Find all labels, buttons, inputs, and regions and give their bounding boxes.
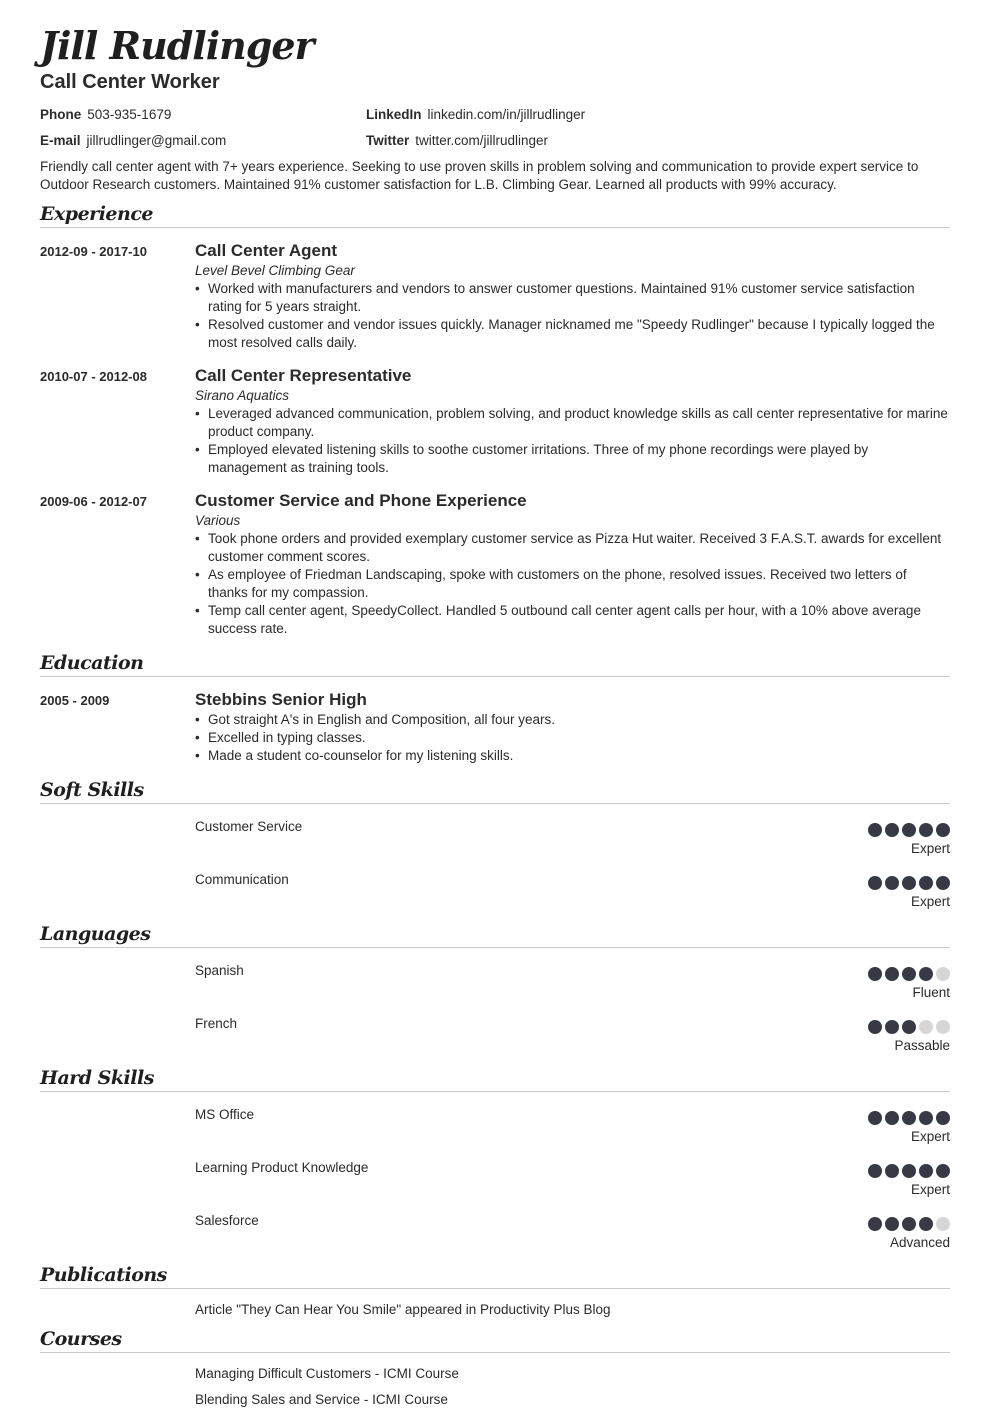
- soft-skills-item: [195, 869, 950, 911]
- soft-skills-item: [195, 816, 950, 858]
- rating-dot-filled: [902, 823, 916, 837]
- contact-label: Phone: [40, 107, 82, 122]
- rating-dots: [868, 1217, 950, 1231]
- resume-sections: [40, 202, 950, 1409]
- rating-dot-filled: [885, 823, 899, 837]
- entry-body: [195, 240, 950, 352]
- bullet-item: • Leveraged advanced communication, problem solving, and product knowledge skills as call center representative for marine product company.: [208, 405, 950, 441]
- languages-item: [195, 1013, 950, 1055]
- bullet-item: • Employed elevated listening skills to soothe customer irritations. Three of my phone recordings were played by management as training tools.: [208, 441, 950, 477]
- job-title: Call Center Worker: [40, 71, 220, 93]
- rating-dots: [868, 1111, 950, 1125]
- contact-value: twitter.com/jillrudlinger: [415, 133, 549, 148]
- courses-item: Managing Difficult Customers - ICMI Course: [195, 1366, 459, 1381]
- entry-title: Customer Service and Phone Experience: [195, 491, 527, 510]
- entry-bullets: [195, 711, 950, 765]
- experience-entry: [40, 365, 950, 477]
- bullet-item: • As employee of Friedman Landscaping, spoke with customers on the phone, resolved issues. Received two letters of thanks for my compassion.: [208, 566, 950, 602]
- rating-dot-empty: [919, 1020, 933, 1034]
- bullet-item: • Worked with manufacturers and vendors to answer customer questions. Maintained 91% customer service satisfaction rating for 5 years straight.: [208, 280, 950, 316]
- rating-dot-filled: [885, 1111, 899, 1125]
- rating-dot-filled: [885, 876, 899, 890]
- rating-dots: [868, 823, 950, 837]
- skill-rating: [868, 816, 950, 858]
- rating-dot-filled: [902, 1111, 916, 1125]
- rating-dots: [868, 1164, 950, 1178]
- contact-value: linkedin.com/in/jillrudlinger: [427, 107, 586, 122]
- rating-dot-filled: [885, 967, 899, 981]
- rating-dots: [868, 876, 950, 890]
- contact-value: jillrudlinger@gmail.com: [86, 133, 227, 148]
- bullet-item: • Made a student co-counselor for my listening skills.: [208, 747, 950, 765]
- contact-phone: [40, 106, 366, 124]
- skill-rating: [868, 960, 950, 1002]
- section-header-courses: [40, 1327, 950, 1353]
- contact-email: [40, 132, 366, 150]
- rating-dots: [868, 1020, 950, 1034]
- skill-rating: [868, 1210, 950, 1252]
- rating-dot-filled: [885, 1020, 899, 1034]
- skill-level: Expert: [910, 1129, 950, 1144]
- section-title: Education: [40, 652, 144, 674]
- rating-dot-filled: [936, 1111, 950, 1125]
- education-entry: [40, 689, 950, 765]
- entry-body: [195, 365, 950, 477]
- rating-dot-empty: [936, 967, 950, 981]
- skill-level: Fluent: [912, 985, 950, 1000]
- skill-name: Learning Product Knowledge: [195, 1160, 369, 1175]
- rating-dot-filled: [919, 823, 933, 837]
- skill-name: Salesforce: [195, 1213, 259, 1228]
- bullet-item: • Temp call center agent, SpeedyCollect. Handled 5 outbound call center agent calls per hour, with a 10% above average success rate.: [208, 602, 950, 638]
- skill-rating: [868, 1104, 950, 1146]
- contact-label: LinkedIn: [366, 107, 422, 122]
- entry-bullets: [195, 530, 950, 638]
- skill-level: Expert: [910, 841, 950, 856]
- rating-dot-filled: [919, 1111, 933, 1125]
- rating-dots: [868, 967, 950, 981]
- skill-rating: [868, 869, 950, 911]
- contact-linkedin: [366, 106, 766, 124]
- skill-name: Spanish: [195, 963, 244, 978]
- rating-dot-filled: [885, 1217, 899, 1231]
- hard-skills-item: [195, 1104, 950, 1146]
- entry-date: 2009-06 - 2012-07: [40, 494, 147, 509]
- entry-date: 2005 - 2009: [40, 693, 110, 708]
- skill-level: Expert: [910, 1182, 950, 1197]
- entry-organization: Sirano Aquatics: [195, 388, 290, 403]
- section-title: Publications: [40, 1264, 167, 1286]
- hard-skills-item: [195, 1210, 950, 1252]
- section-title: Experience: [40, 203, 153, 225]
- contact-label: Twitter: [366, 133, 410, 148]
- rating-dot-empty: [936, 1020, 950, 1034]
- rating-dot-filled: [902, 876, 916, 890]
- rating-dot-filled: [919, 967, 933, 981]
- rating-dot-filled: [919, 876, 933, 890]
- experience-entry: [40, 490, 950, 638]
- rating-dot-filled: [902, 1020, 916, 1034]
- entry-date: 2012-09 - 2017-10: [40, 244, 147, 259]
- rating-dot-empty: [936, 1217, 950, 1231]
- entry-bullets: [195, 280, 950, 352]
- experience-entry: [40, 240, 950, 352]
- contact-label: E-mail: [40, 133, 81, 148]
- rating-dot-filled: [868, 1020, 882, 1034]
- entry-body: [195, 689, 950, 765]
- contact-twitter: [366, 132, 766, 150]
- skill-name: MS Office: [195, 1107, 255, 1122]
- courses-item: Blending Sales and Service - ICMI Course: [195, 1392, 448, 1407]
- section-header-publications: [40, 1263, 950, 1289]
- rating-dot-filled: [868, 1217, 882, 1231]
- skill-rating: [868, 1013, 950, 1055]
- entry-title: Call Center Agent: [195, 241, 338, 260]
- section-title: Hard Skills: [40, 1067, 154, 1089]
- rating-dot-filled: [868, 1111, 882, 1125]
- section-title: Languages: [40, 923, 151, 945]
- entry-title: Call Center Representative: [195, 366, 412, 385]
- rating-dot-filled: [868, 967, 882, 981]
- hard-skills-item: [195, 1157, 950, 1199]
- rating-dot-filled: [868, 876, 882, 890]
- skill-rating: [868, 1157, 950, 1199]
- rating-dot-filled: [919, 1217, 933, 1231]
- skill-level: Passable: [894, 1038, 950, 1053]
- section-header-soft-skills: [40, 778, 950, 804]
- skill-level: Advanced: [889, 1235, 950, 1250]
- section-title: Courses: [40, 1328, 122, 1350]
- skill-name: French: [195, 1016, 238, 1031]
- rating-dot-filled: [919, 1164, 933, 1178]
- rating-dot-filled: [868, 1164, 882, 1178]
- rating-dot-filled: [902, 1217, 916, 1231]
- entry-organization: Various: [195, 513, 241, 528]
- profile-summary: Friendly call center agent with 7+ years experience. Seeking to use proven skills in problem solving and communication to provide expert service to Outdoor Research customers. Maintained 91% customer satisfaction for L.B. Climbing Gear. Learned all products with 99% accuracy.: [40, 159, 919, 192]
- rating-dot-filled: [885, 1164, 899, 1178]
- entry-title: Stebbins Senior High: [195, 690, 367, 709]
- languages-item: [195, 960, 950, 1002]
- skill-level: Expert: [910, 894, 950, 909]
- bullet-item: • Resolved customer and vendor issues quickly. Manager nicknamed me "Speedy Rudlinger" because I typically logged the most resolved calls daily.: [208, 316, 950, 352]
- bullet-item: • Got straight A's in English and Composition, all four years.: [208, 711, 950, 729]
- rating-dot-filled: [936, 823, 950, 837]
- bullet-item: • Took phone orders and provided exemplary customer service as Pizza Hut waiter. Received 3 F.A.S.T. awards for excellent customer comment scores.: [208, 530, 950, 566]
- entry-organization: Level Bevel Climbing Gear: [195, 263, 355, 278]
- contact-value: 503-935-1679: [87, 107, 172, 122]
- section-header-languages: [40, 922, 950, 948]
- section-header-hard-skills: [40, 1066, 950, 1092]
- skill-name: Customer Service: [195, 819, 303, 834]
- entry-body: [195, 490, 950, 638]
- contact-info: [40, 106, 950, 150]
- skill-name: Communication: [195, 872, 289, 887]
- entry-bullets: [195, 405, 950, 477]
- section-header-education: [40, 651, 950, 677]
- rating-dot-filled: [936, 876, 950, 890]
- bullet-item: • Excelled in typing classes.: [208, 729, 950, 747]
- candidate-name: Jill Rudlinger: [40, 23, 314, 68]
- rating-dot-filled: [868, 823, 882, 837]
- publications-item: Article "They Can Hear You Smile" appeared in Productivity Plus Blog: [195, 1302, 611, 1317]
- rating-dot-filled: [902, 1164, 916, 1178]
- rating-dot-filled: [936, 1164, 950, 1178]
- rating-dot-filled: [902, 967, 916, 981]
- section-title: Soft Skills: [40, 779, 144, 801]
- entry-date: 2010-07 - 2012-08: [40, 369, 147, 384]
- section-header-experience: [40, 202, 950, 228]
